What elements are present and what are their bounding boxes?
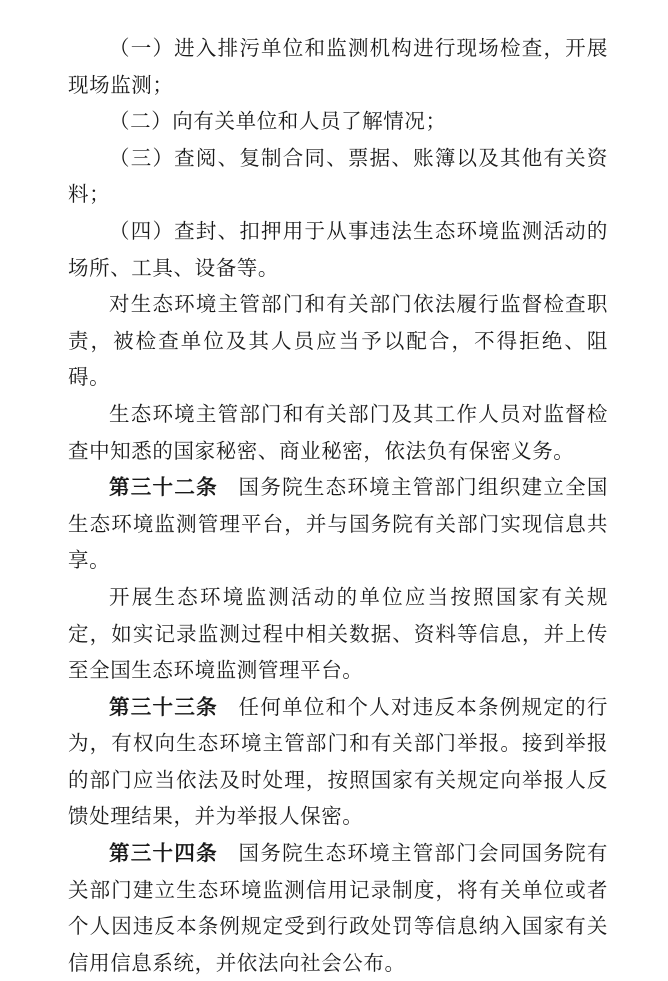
article-32-paragraph [68,469,608,579]
paragraph-text: 对生态环境主管部门和有关部门依法履行监督检查职责，被检查单位及其人员应当予以配合，不得拒绝、阻碍。 [68,292,608,390]
paragraph-text: （一）进入排污单位和监测机构进行现场检查，开展现场监测； [68,36,608,97]
article-34-paragraph [68,835,608,981]
paragraph-text: （三）查阅、复制合同、票据、账簿以及其他有关资料； [68,145,608,207]
article-33-paragraph [68,689,608,835]
paragraph-text: 生态环境主管部门和有关部门及其工作人员对监督检查中知悉的国家秘密、商业秘密，依法负有保密义务。 [68,401,608,463]
document-page [68,30,608,981]
paragraph-text: 国务院生态环境主管部门会同国务院有关部门建立生态环境监测信用记录制度，将有关单位或者个人因违反本条例规定受到行政处罚等信息纳入国家有关信用信息系统，并依法向社会公布。 [68,841,609,975]
paragraph-text: （二）向有关单位和人员了解情况； [109,109,447,134]
inspection-measure-item-1 [68,30,608,103]
data-recording-paragraph [68,579,608,689]
cooperation-duty-paragraph [68,286,608,396]
paragraph-text: 开展生态环境监测活动的单位应当按照国家有关规定，如实记录监测过程中相关数据、资料等信息，并上传至全国生态环境监测管理平台。 [68,584,608,683]
confidentiality-paragraph [68,396,608,469]
paragraph-text: （四）查封、扣押用于从事违法生态环境监测活动的场所、工具、设备等。 [68,218,608,280]
article-number: 第三十二条 [109,475,218,500]
inspection-measure-item-2 [68,103,608,140]
article-number: 第三十四条 [109,841,218,866]
paragraph-text: 任何单位和个人对违反本条例规定的行为，有权向生态环境主管部门和有关部门举报。接到举报的部门应当依法及时处理，按照国家有关规定向举报人反馈处理结果，并为举报人保密。 [68,694,609,829]
inspection-measure-item-3 [68,140,608,213]
inspection-measure-item-4 [68,213,608,286]
article-number: 第三十三条 [109,694,218,719]
paragraph-text: 国务院生态环境主管部门组织建立全国生态环境监测管理平台，并与国务院有关部门实现信息共享。 [68,475,609,573]
